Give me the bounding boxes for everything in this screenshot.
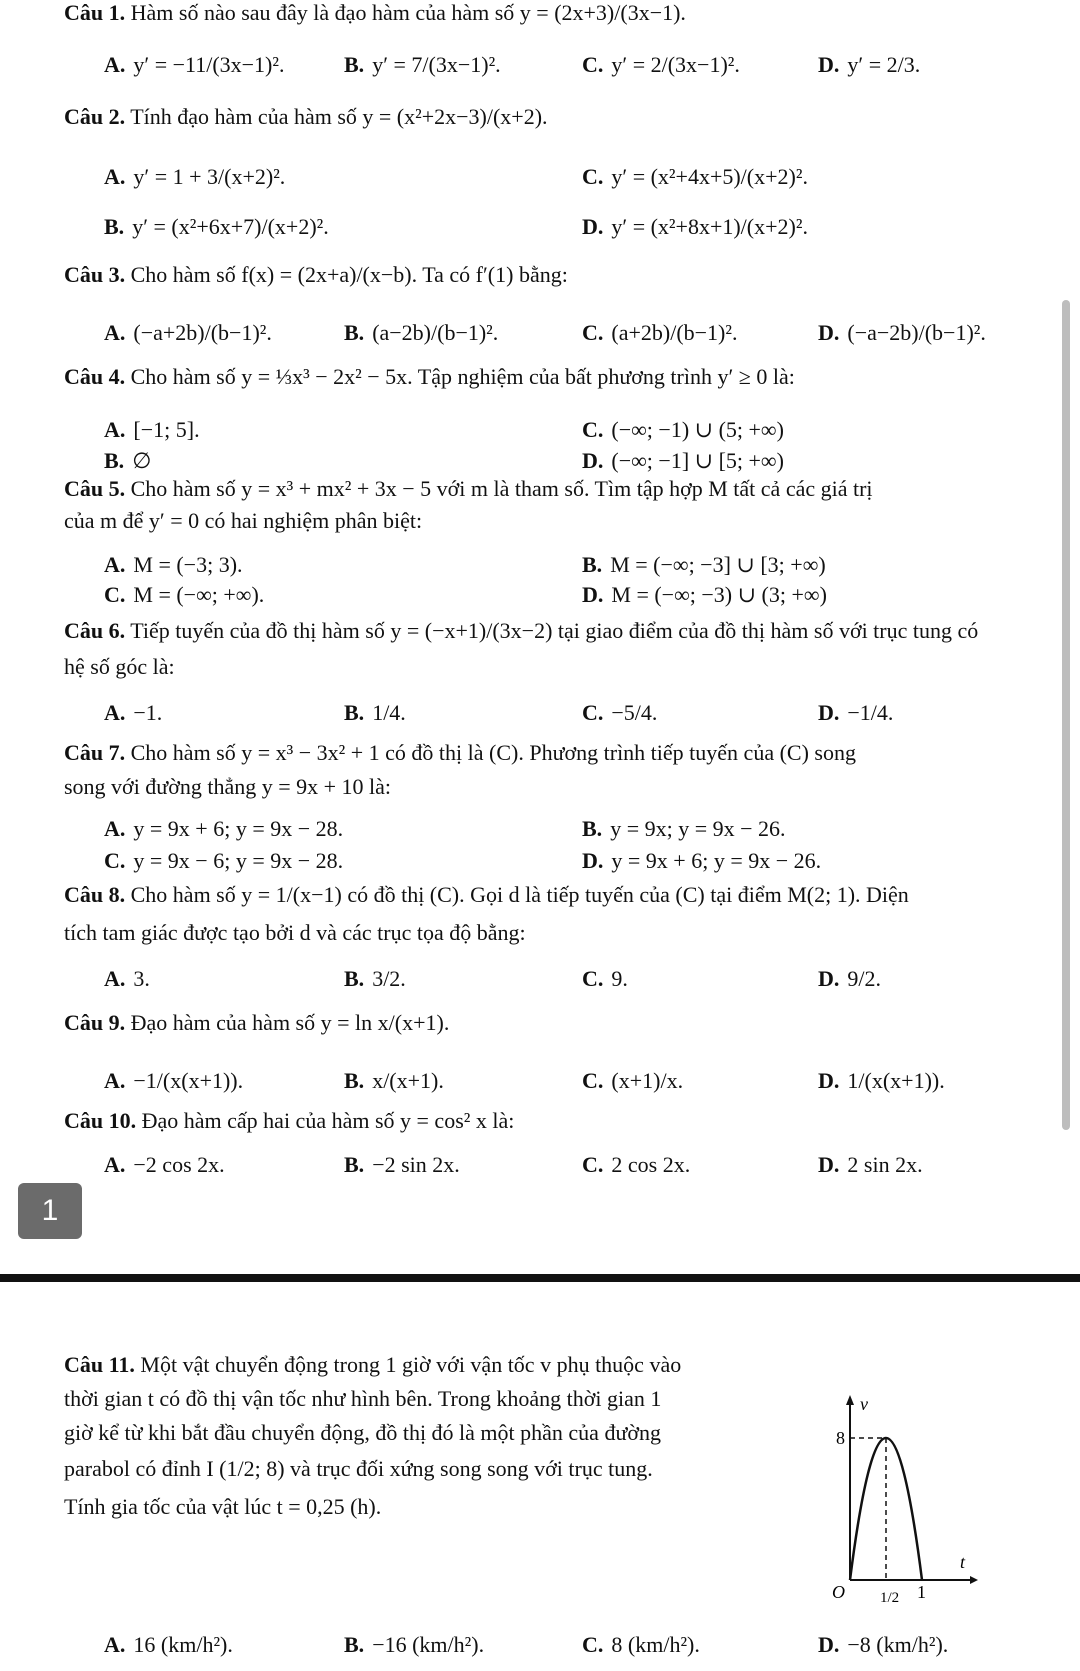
q8-option-b[interactable]: B. 3/2. <box>344 966 406 991</box>
question-11-line-4: parabol có đỉnh I (1/2; 8) và trục đối xứng song song với trục tung. <box>64 1456 653 1481</box>
q10-option-d[interactable]: D. 2 sin 2x. <box>818 1152 923 1177</box>
q5-option-b[interactable]: B. M = (−∞; −3] ∪ [3; +∞) <box>582 552 826 577</box>
q11-option-c[interactable]: C. 8 (km/h²). <box>582 1632 700 1657</box>
question-3 <box>64 262 568 288</box>
v-axis-arrow-icon <box>846 1395 854 1405</box>
question-5 <box>64 476 873 502</box>
question-10 <box>64 1108 514 1134</box>
q9-option-b[interactable]: B. x/(x+1). <box>344 1068 444 1093</box>
question-7 <box>64 740 856 766</box>
v-axis-label: v <box>860 1394 868 1414</box>
half-tick-label: 1/2 <box>880 1590 900 1606</box>
question-3-label: Câu 3. <box>64 262 126 287</box>
question-7-label: Câu 7. <box>64 740 126 765</box>
q6-option-d[interactable]: D. −1/4. <box>818 700 894 725</box>
q11-option-d[interactable]: D. −8 (km/h²). <box>818 1632 949 1657</box>
q5-option-c[interactable]: C. M = (−∞; +∞). <box>104 582 265 607</box>
q3-option-c[interactable]: C. (a+2b)/(b−1)². <box>582 320 738 345</box>
q1-option-c[interactable]: C. y′ = 2/(3x−1)². <box>582 52 740 77</box>
question-3-text: Cho hàm số f(x) = (2x+a)/(x−b). Ta có f′(1) bằng: <box>130 262 568 287</box>
q2-option-b[interactable]: B. y′ = (x²+6x+7)/(x+2)². <box>104 214 329 239</box>
q9-option-c[interactable]: C. (x+1)/x. <box>582 1068 684 1093</box>
question-8-text: Cho hàm số y = 1/(x−1) có đồ thị (C). Gọi d là tiếp tuyến của (C) tại điểm M(2; 1). Diện <box>130 882 909 907</box>
question-8 <box>64 882 909 908</box>
question-8-label: Câu 8. <box>64 882 126 907</box>
q4-option-c[interactable]: C. (−∞; −1) ∪ (5; +∞) <box>582 417 784 442</box>
q3-option-b[interactable]: B. (a−2b)/(b−1)². <box>344 320 499 345</box>
question-7-cont: song với đường thẳng y = 9x + 10 là: <box>64 774 392 799</box>
question-9 <box>64 1010 449 1036</box>
question-1-label: Câu 1. <box>64 0 126 25</box>
question-2 <box>64 104 548 130</box>
q9-option-a[interactable]: A. −1/(x(x+1)). <box>104 1068 244 1093</box>
q8-option-d[interactable]: D. 9/2. <box>818 966 882 991</box>
q4-option-a[interactable]: A. [−1; 5]. <box>104 417 200 442</box>
q11-option-b[interactable]: B. −16 (km/h²). <box>344 1632 485 1657</box>
q8-option-c[interactable]: C. 9. <box>582 966 628 991</box>
question-10-label: Câu 10. <box>64 1108 137 1133</box>
question-4 <box>64 364 795 390</box>
q11-option-a[interactable]: A. 16 (km/h²). <box>104 1632 233 1657</box>
t-axis-arrow-icon <box>970 1576 978 1584</box>
question-11-line-3: giờ kể từ khi bắt đầu chuyển động, đồ thị đó là một phần của đường <box>64 1420 662 1445</box>
q5-option-a[interactable]: A. M = (−3; 3). <box>104 552 243 577</box>
page-number-badge: 1 <box>18 1183 82 1239</box>
origin-label: O <box>832 1582 845 1602</box>
q7-option-b[interactable]: B. y = 9x; y = 9x − 26. <box>582 816 786 841</box>
q4-option-b[interactable]: B. ∅ <box>104 448 152 473</box>
q2-option-d[interactable]: D. y′ = (x²+8x+1)/(x+2)². <box>582 214 808 239</box>
question-6-text: Tiếp tuyến của đồ thị hàm số y = (−x+1)/(3x−2) tại giao điểm của đồ thị hàm số với trục tung có <box>130 618 979 643</box>
question-11-label: Câu 11. <box>64 1352 135 1377</box>
q7-option-a[interactable]: A. y = 9x + 6; y = 9x − 28. <box>104 816 344 841</box>
question-7-text: Cho hàm số y = x³ − 3x² + 1 có đồ thị là (C). Phương trình tiếp tuyến của (C) song <box>130 740 856 765</box>
question-4-label: Câu 4. <box>64 364 126 389</box>
q6-option-c[interactable]: C. −5/4. <box>582 700 658 725</box>
question-11-line-5: Tính gia tốc của vật lúc t = 0,25 (h). <box>64 1494 382 1519</box>
q9-option-d[interactable]: D. 1/(x(x+1)). <box>818 1068 945 1093</box>
q1-option-b[interactable]: B. y′ = 7/(3x−1)². <box>344 52 501 77</box>
scrollbar-thumb[interactable] <box>1062 300 1070 1130</box>
q2-option-a[interactable]: A. y′ = 1 + 3/(x+2)². <box>104 164 286 189</box>
question-4-text: Cho hàm số y = ⅓x³ − 2x² − 5x. Tập nghiệm của bất phương trình y′ ≥ 0 là: <box>130 364 795 389</box>
q5-option-d[interactable]: D. M = (−∞; −3) ∪ (3; +∞) <box>582 582 827 607</box>
q2-option-c[interactable]: C. y′ = (x²+4x+5)/(x+2)². <box>582 164 808 189</box>
q10-option-b[interactable]: B. −2 sin 2x. <box>344 1152 460 1177</box>
q1-option-a[interactable]: A. y′ = −11/(3x−1)². <box>104 52 285 77</box>
question-6-cont: hệ số góc là: <box>64 654 175 679</box>
q8-option-a[interactable]: A. 3. <box>104 966 150 991</box>
q10-option-c[interactable]: C. 2 cos 2x. <box>582 1152 691 1177</box>
q7-option-c[interactable]: C. y = 9x − 6; y = 9x − 28. <box>104 848 344 873</box>
question-11-line-1: Câu 11. Một vật chuyển động trong 1 giờ với vận tốc v phụ thuộc vào <box>64 1352 682 1377</box>
question-11-line-2: thời gian t có đồ thị vận tốc như hình bên. Trong khoảng thời gian 1 <box>64 1386 662 1411</box>
question-2-label: Câu 2. <box>64 104 126 129</box>
q3-option-d[interactable]: D. (−a−2b)/(b−1)². <box>818 320 986 345</box>
question-1 <box>64 0 686 26</box>
question-5-cont: của m để y′ = 0 có hai nghiệm phân biệt: <box>64 508 423 533</box>
one-tick-label: 1 <box>917 1582 926 1602</box>
question-5-label: Câu 5. <box>64 476 126 501</box>
question-5-text: Cho hàm số y = x³ + mx² + 3x − 5 với m là tham số. Tìm tập hợp M tất cả các giá trị <box>130 476 873 501</box>
q6-option-a[interactable]: A. −1. <box>104 700 163 725</box>
q3-option-a[interactable]: A. (−a+2b)/(b−1)². <box>104 320 272 345</box>
question-9-label: Câu 9. <box>64 1010 126 1035</box>
question-9-text: Đạo hàm của hàm số y = ln x/(x+1). <box>130 1010 450 1035</box>
question-6-label: Câu 6. <box>64 618 126 643</box>
q4-option-d[interactable]: D. (−∞; −1] ∪ [5; +∞) <box>582 448 784 473</box>
velocity-graph <box>800 1390 980 1610</box>
q7-option-d[interactable]: D. y = 9x + 6; y = 9x − 26. <box>582 848 822 873</box>
peak-value-label: 8 <box>836 1428 845 1448</box>
question-6 <box>64 618 978 644</box>
t-axis-label: t <box>960 1552 966 1572</box>
question-2-text: Tính đạo hàm của hàm số y = (x²+2x−3)/(x+2). <box>130 104 548 129</box>
q6-option-b[interactable]: B. 1/4. <box>344 700 406 725</box>
question-1-text: Hàm số nào sau đây là đạo hàm của hàm số y = (2x+3)/(3x−1). <box>130 0 686 25</box>
q10-option-a[interactable]: A. −2 cos 2x. <box>104 1152 225 1177</box>
page-divider <box>0 1274 1080 1282</box>
q1-option-d[interactable]: D. y′ = 2/3. <box>818 52 921 77</box>
question-8-cont: tích tam giác được tạo bởi d và các trục tọa độ bằng: <box>64 920 526 945</box>
question-10-text: Đạo hàm cấp hai của hàm số y = cos² x là: <box>141 1108 515 1133</box>
